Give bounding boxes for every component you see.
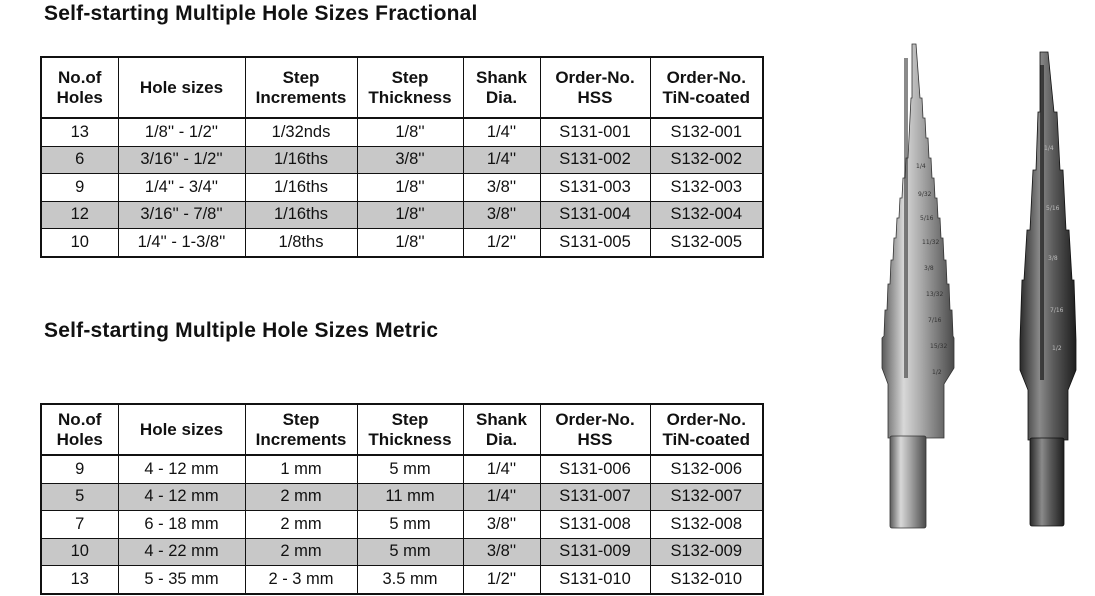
table-cell: 1/16ths (245, 146, 357, 174)
table-cell: 1/4'' (463, 118, 540, 146)
table-cell: S132-010 (650, 566, 763, 594)
svg-text:3/8: 3/8 (924, 265, 934, 272)
column-header-text: Shank (475, 67, 528, 87)
table-row (41, 511, 763, 539)
column-header-text: Hole sizes (139, 77, 224, 97)
table-cell: 5 mm (357, 511, 463, 539)
table-cell: 7 (41, 511, 118, 539)
table-cell: 1/4'' - 1-3/8'' (118, 229, 245, 257)
column-header-text: Hole sizes (139, 419, 224, 439)
table-cell: 1/8'' (357, 229, 463, 257)
table-cell: S131-008 (540, 511, 650, 539)
table-cell: S131-009 (540, 538, 650, 566)
table-cell: S131-010 (540, 566, 650, 594)
svg-text:11/32: 11/32 (922, 239, 940, 246)
table-cell: 3/16'' - 1/2'' (118, 146, 245, 174)
table-cell: 5 - 35 mm (118, 566, 245, 594)
table-cell: 3.5 mm (357, 566, 463, 594)
column-header (650, 57, 763, 118)
table-cell: 4 - 22 mm (118, 538, 245, 566)
table-cell: 1/4'' (463, 483, 540, 511)
table-cell: 3/8'' (463, 201, 540, 229)
table-cell: 3/8'' (463, 511, 540, 539)
svg-text:3/8: 3/8 (1048, 255, 1058, 262)
table-cell: S132-007 (650, 483, 763, 511)
metric-title: Self-starting Multiple Hole Sizes Metric (44, 319, 439, 342)
table-cell: 13 (41, 118, 118, 146)
table-cell: 10 (41, 229, 118, 257)
table-cell: S132-004 (650, 201, 763, 229)
table-cell: 9 (41, 455, 118, 483)
column-header-text: Dia. (485, 429, 518, 449)
table-cell: S132-008 (650, 511, 763, 539)
svg-text:1/2: 1/2 (1052, 345, 1062, 352)
table-cell: S132-001 (650, 118, 763, 146)
column-header (41, 57, 118, 118)
column-header (41, 404, 118, 455)
table-cell: 3/16'' - 7/8'' (118, 201, 245, 229)
svg-text:7/16: 7/16 (928, 317, 942, 324)
table-cell: 1/8'' (357, 201, 463, 229)
table-cell: 1/8'' (357, 118, 463, 146)
column-header-text: Dia. (485, 87, 518, 107)
svg-text:15/32: 15/32 (930, 343, 948, 350)
table-cell: 1/4'' (463, 455, 540, 483)
table-row (41, 538, 763, 566)
table-row (41, 455, 763, 483)
table-row (41, 201, 763, 229)
column-header-text: Thickness (368, 87, 452, 107)
column-header-text: Step (282, 409, 320, 429)
table-cell: 3/8'' (357, 146, 463, 174)
column-header-text: Order-No. (666, 409, 746, 429)
table-row (41, 229, 763, 257)
table-cell: 9 (41, 174, 118, 202)
table-cell: S131-006 (540, 455, 650, 483)
svg-text:1/4: 1/4 (1044, 145, 1054, 152)
table-cell: S132-006 (650, 455, 763, 483)
column-header (463, 57, 540, 118)
table-cell: S131-004 (540, 201, 650, 229)
column-header (245, 404, 357, 455)
column-header (118, 404, 245, 455)
table-cell: 1/4'' - 3/4'' (118, 174, 245, 202)
step-drill-bit-tin-image (1010, 50, 1095, 530)
table-cell: S131-001 (540, 118, 650, 146)
table-row (41, 566, 763, 594)
table-cell: 10 (41, 538, 118, 566)
column-header-text: No.of (58, 67, 102, 87)
table-header-row (41, 404, 763, 455)
drill-body (1020, 52, 1076, 526)
table-cell: 1/8'' (357, 174, 463, 202)
column-header (357, 57, 463, 118)
metric-table (40, 403, 764, 595)
column-header (540, 57, 650, 118)
fractional-table (40, 56, 764, 258)
table-cell: 1 mm (245, 455, 357, 483)
column-header-text: Order-No. (666, 67, 746, 87)
table-row (41, 174, 763, 202)
table-cell: S131-005 (540, 229, 650, 257)
fractional-title: Self-starting Multiple Hole Sizes Fractional (44, 2, 478, 25)
table-cell: S131-002 (540, 146, 650, 174)
svg-text:9/32: 9/32 (918, 191, 932, 198)
table-cell: 1/16ths (245, 174, 357, 202)
column-header-text: Thickness (368, 429, 452, 449)
table-cell: S132-009 (650, 538, 763, 566)
column-header (540, 404, 650, 455)
table-cell: S132-002 (650, 146, 763, 174)
column-header-text: Step (282, 67, 320, 87)
svg-text:5/16: 5/16 (920, 215, 934, 222)
column-header-text: Increments (255, 87, 347, 107)
svg-text:1/4: 1/4 (916, 163, 926, 170)
step-drill-bit-hss-image (860, 38, 960, 538)
column-header-text: TiN-coated (662, 87, 751, 107)
column-header (650, 404, 763, 455)
table-header-row (41, 57, 763, 118)
svg-text:1/2: 1/2 (932, 369, 942, 376)
column-header (118, 57, 245, 118)
column-header-text: Step (391, 67, 429, 87)
table-cell: 11 mm (357, 483, 463, 511)
table-cell: 12 (41, 201, 118, 229)
table-cell: S131-003 (540, 174, 650, 202)
column-header-text: Step (391, 409, 429, 429)
table-cell: S132-005 (650, 229, 763, 257)
column-header-text: HSS (577, 429, 613, 449)
table-cell: 3/8'' (463, 174, 540, 202)
table-cell: S131-007 (540, 483, 650, 511)
column-header (357, 404, 463, 455)
column-header-text: Increments (255, 429, 347, 449)
table-cell: 1/16ths (245, 201, 357, 229)
table-cell: 1/8ths (245, 229, 357, 257)
column-header-text: HSS (577, 87, 613, 107)
table-cell: 4 - 12 mm (118, 483, 245, 511)
column-header-text: Shank (475, 409, 528, 429)
table-cell: 6 (41, 146, 118, 174)
table-cell: 1/2'' (463, 566, 540, 594)
table-cell: 2 - 3 mm (245, 566, 357, 594)
table-cell: 4 - 12 mm (118, 455, 245, 483)
table-cell: 1/4'' (463, 146, 540, 174)
column-header-text: Holes (56, 87, 103, 107)
column-header (245, 57, 357, 118)
table-cell: 1/2'' (463, 229, 540, 257)
table-cell: 13 (41, 566, 118, 594)
column-header (463, 404, 540, 455)
table-cell: 5 (41, 483, 118, 511)
drill-body (882, 44, 954, 528)
table-row (41, 146, 763, 174)
column-header-text: TiN-coated (662, 429, 751, 449)
column-header-text: Holes (56, 429, 103, 449)
column-header-text: No.of (58, 409, 102, 429)
table-cell: 2 mm (245, 483, 357, 511)
svg-text:5/16: 5/16 (1046, 205, 1060, 212)
table-cell: 5 mm (357, 538, 463, 566)
table-cell: S132-003 (650, 174, 763, 202)
table-row (41, 118, 763, 146)
column-header-text: Order-No. (555, 409, 635, 429)
table-cell: 5 mm (357, 455, 463, 483)
table-row (41, 483, 763, 511)
table-cell: 2 mm (245, 538, 357, 566)
table-cell: 2 mm (245, 511, 357, 539)
svg-text:13/32: 13/32 (926, 291, 944, 298)
table-cell: 1/32nds (245, 118, 357, 146)
table-cell: 3/8'' (463, 538, 540, 566)
table-cell: 1/8'' - 1/2'' (118, 118, 245, 146)
svg-text:7/16: 7/16 (1050, 307, 1064, 314)
column-header-text: Order-No. (555, 67, 635, 87)
table-cell: 6 - 18 mm (118, 511, 245, 539)
